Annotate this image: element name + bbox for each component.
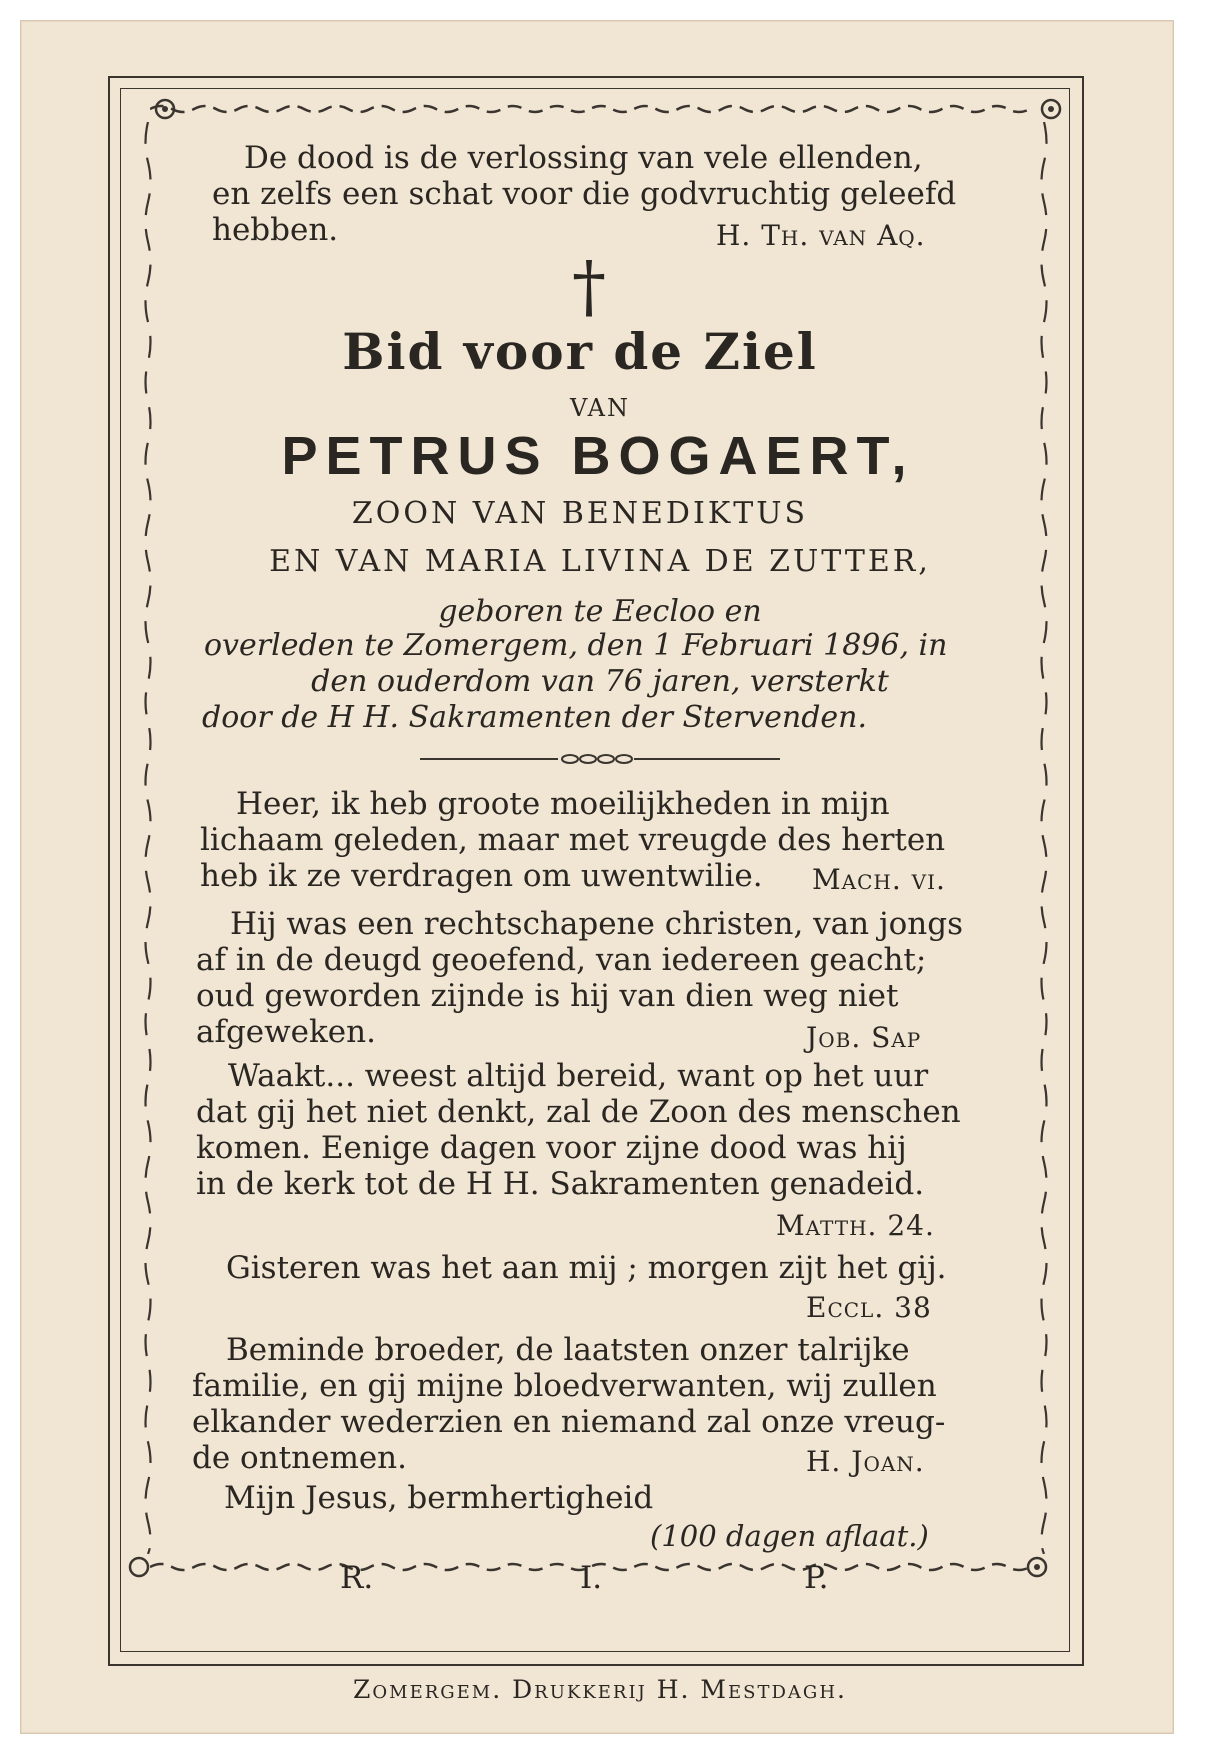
- body-line: de ontnemen.: [192, 1440, 408, 1476]
- source-label: Matth. 24.: [776, 1209, 935, 1242]
- body-line: oud geworden zijnde is hij van dien weg niet: [196, 978, 899, 1014]
- details-line: door de H H. Sakramenten der Stervenden.: [202, 700, 868, 735]
- corner-ornament-icon: [150, 94, 180, 124]
- corner-ornament-icon: [1022, 1552, 1052, 1582]
- body-line: heb ik ze verdragen om uwentwilie.: [200, 858, 763, 894]
- source-label: Job. Sap: [806, 1021, 922, 1054]
- epigraph-line: hebben.: [212, 212, 339, 248]
- source-label: Mach. vi.: [812, 863, 946, 896]
- epigraph-line: De dood is de verlossing van vele ellenden,: [244, 140, 923, 176]
- body-line: af in de deugd geoefend, van iedereen geacht;: [196, 942, 927, 978]
- source-label: Eccl. 38: [806, 1291, 932, 1324]
- rip-letter: P.: [804, 1560, 829, 1596]
- details-line: geboren te Eecloo en: [438, 594, 762, 629]
- rip-letter: R.: [340, 1560, 374, 1596]
- cross-icon: †: [572, 248, 606, 327]
- parents-line: EN VAN MARIA LIVINA DE ZUTTER,: [269, 544, 931, 579]
- details-line: overleden te Zomergem, den 1 Februari 1896, in: [204, 628, 948, 663]
- parents-line: ZOON VAN BENEDIKTUS: [351, 496, 809, 531]
- corner-ornament-icon: [1036, 94, 1066, 124]
- body-line: Hij was een rechtschapene christen, van jongs: [230, 906, 963, 942]
- body-line: komen. Eenige dagen voor zijne dood was hij: [196, 1130, 907, 1166]
- body-line: Waakt... weest altijd bereid, want op het uur: [228, 1058, 929, 1094]
- epigraph-source: H. Th. van Aq.: [716, 219, 926, 252]
- body-line: elkander wederzien en niemand zal onze vreug-: [192, 1404, 946, 1440]
- body-line: Beminde broeder, de laatsten onzer talrijke: [226, 1332, 910, 1368]
- body-line: dat gij het niet denkt, zal de Zoon des menschen: [196, 1094, 961, 1130]
- body-line: lichaam geleden, maar met vreugde des herten: [200, 822, 946, 858]
- rip-letter: I.: [580, 1560, 603, 1596]
- ornament-divider: [420, 752, 780, 766]
- deceased-name: PETRUS BOGAERT,: [281, 426, 915, 486]
- source-label: H. Joan.: [806, 1445, 925, 1478]
- left-side-border: [140, 122, 156, 1554]
- prayer-line: Mijn Jesus, bermhertigheid: [224, 1480, 654, 1516]
- body-line: Gisteren was het aan mij ; morgen zijt het gij.: [226, 1250, 947, 1286]
- corner-ornament-icon: [124, 1552, 154, 1582]
- van-label: VAN: [569, 394, 631, 422]
- body-line: in de kerk tot de H H. Sakramenten genadeid.: [196, 1166, 925, 1202]
- body-line: familie, en gij mijne bloedverwanten, wij zullen: [192, 1368, 937, 1404]
- page-title: Bid voor de Ziel: [342, 322, 818, 381]
- right-side-border: [1036, 122, 1052, 1554]
- details-line: den ouderdom van 76 jaren, versterkt: [311, 664, 889, 699]
- top-wave-border: [150, 102, 1036, 116]
- body-line: afgeweken.: [196, 1014, 376, 1050]
- indulgence-note: (100 dagen aflaat.): [650, 1519, 929, 1553]
- printer-imprint: Zomergem. Drukkerij H. Mestdagh.: [353, 1675, 847, 1704]
- epigraph-line: en zelfs een schat voor die godvruchtig geleefd: [212, 176, 957, 212]
- body-line: Heer, ik heb groote moeilijkheden in mijn: [236, 786, 890, 822]
